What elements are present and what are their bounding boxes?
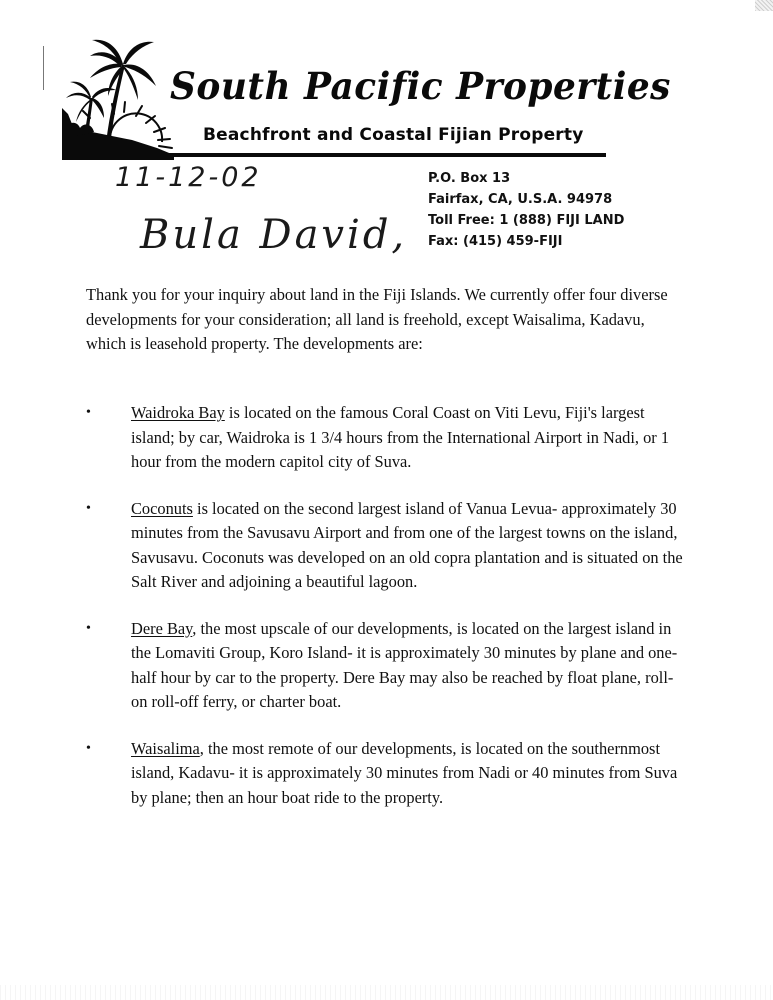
letterhead-divider (65, 153, 606, 157)
bullet-icon: • (86, 740, 91, 756)
development-name: Coconuts (131, 498, 193, 518)
list-item (86, 401, 686, 475)
developments-list (86, 401, 686, 832)
development-description: is located on the famous Coral Coast on Viti Levu, Fiji's largest island; by car, Waidroka is 1 3/4 hours from the International Airport in Nadi, or 1 hour from the modern capitol city of Suva. (131, 403, 670, 471)
return-address (428, 168, 624, 252)
company-tagline: Beachfront and Coastal Fijian Property (203, 125, 584, 145)
bullet-icon: • (86, 620, 91, 636)
development-description: is located on the second largest island of Vanua Levua- approximately 30 minutes from the Savusavu Airport and from one of the largest towns on the island, Savusavu. Coconuts was developed on an old copra plantation and is situated on the Salt River and adjoining a beautiful lagoon. (131, 498, 683, 591)
bullet-icon: • (86, 405, 91, 420)
handwritten-greeting: Bula David, (140, 212, 408, 258)
address-city: Fairfax, CA, U.S.A. 94978 (428, 192, 613, 207)
intro-paragraph: Thank you for your inquiry about land in the Fiji Islands. We currently offer four diverse developments for your consideration; all land is freehold, except Waisalima, Kadavu, which is leasehold property. The developments are: (86, 285, 668, 353)
development-description: , the most remote of our developments, is located on the southernmost island, Kadavu- it is approximately 30 minutes from Nadi or 40 minutes from Suva by plane; then an hour boat ride to the property. (131, 738, 678, 807)
development-name: Waisalima (131, 738, 200, 758)
development-description: , the most upscale of our developments, is located on the largest island in the Lomaviti Group, Koro Island- it is approximately 30 minutes by plane and one-half hour by car to the property. Dere Bay may also be reached by float plane, roll-on roll-off ferry, or charter boat. (131, 618, 678, 711)
company-name: South Pacific Properties (170, 64, 671, 108)
list-item (86, 737, 686, 811)
list-item (86, 617, 686, 715)
development-name: Dere Bay (131, 618, 193, 638)
palm-trees-sunset-icon (62, 34, 174, 160)
scan-margin-mark (43, 46, 44, 90)
address-toll-free: Toll Free: 1 (888) FIJI LAND (428, 213, 625, 228)
letter-body (86, 283, 686, 357)
list-item (86, 497, 686, 595)
handwritten-date: 11-12-02 (115, 162, 262, 193)
scan-corner-artifact (755, 0, 773, 11)
scan-bottom-noise (0, 985, 773, 1000)
bullet-icon: • (86, 500, 91, 516)
address-po-box: P.O. Box 13 (428, 171, 511, 186)
development-name: Waidroka Bay (131, 403, 225, 422)
address-fax: Fax: (415) 459-FIJI (428, 234, 563, 249)
